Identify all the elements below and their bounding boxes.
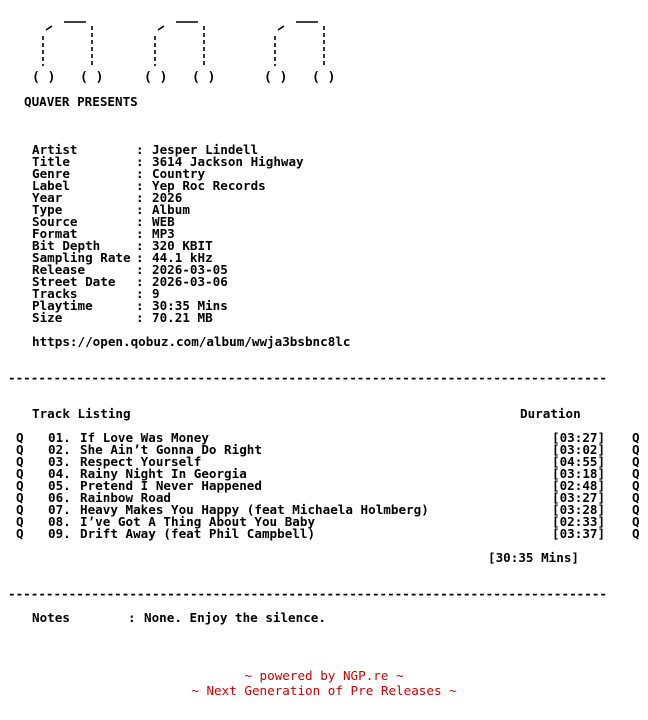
detail-value: 320 KBIT	[152, 238, 213, 253]
detail-row	[0, 312, 648, 324]
detail-value: WEB	[152, 214, 175, 229]
detail-label: Title	[32, 154, 70, 169]
detail-label: Type	[32, 202, 63, 217]
detail-row	[0, 156, 648, 168]
track-marker-right: Q	[632, 514, 640, 529]
presenter-title: QUAVER PRESENTS	[24, 94, 138, 109]
detail-row	[0, 288, 648, 300]
track-marker-right: Q	[632, 526, 640, 541]
track-title: I’ve Got A Thing About You Baby	[80, 514, 316, 529]
detail-value: 70.21 MB	[152, 310, 213, 325]
track-title: If Love Was Money	[80, 430, 209, 445]
release-details	[0, 144, 648, 324]
svg-text:( ): ( )	[192, 70, 216, 84]
track-title: Pretend I Never Happened	[80, 478, 262, 493]
detail-colon: :	[136, 298, 144, 313]
track-marker-right: Q	[632, 502, 640, 517]
detail-label: Label	[32, 178, 70, 193]
detail-colon: :	[136, 274, 144, 289]
notes-colon: :	[128, 610, 136, 625]
detail-row	[0, 204, 648, 216]
track-marker-left: Q	[16, 502, 24, 517]
track-title: Heavy Makes You Happy (feat Michaela Holmberg)	[80, 502, 429, 517]
track-marker-left: Q	[16, 514, 24, 529]
detail-label: Year	[32, 190, 63, 205]
track-marker-left: Q	[16, 466, 24, 481]
notes-row	[0, 612, 648, 624]
detail-value: 2026-03-06	[152, 274, 228, 289]
detail-value: Album	[152, 202, 190, 217]
detail-colon: :	[136, 142, 144, 157]
track-duration: [03:37]	[552, 526, 606, 541]
track-duration: [03:28]	[552, 502, 606, 517]
detail-row	[0, 168, 648, 180]
track-number: 05.	[48, 478, 71, 493]
detail-value: Yep Roc Records	[152, 178, 266, 193]
footer-tagline: ~ Next Generation of Pre Releases ~	[191, 683, 457, 698]
detail-label: Playtime	[32, 298, 93, 313]
track-marker-left: Q	[16, 478, 24, 493]
track-duration: [03:27]	[552, 430, 606, 445]
detail-label: Size	[32, 310, 63, 325]
detail-row	[0, 252, 648, 264]
detail-row	[0, 216, 648, 228]
detail-colon: :	[136, 190, 144, 205]
track-marker-left: Q	[16, 454, 24, 469]
detail-colon: :	[136, 250, 144, 265]
track-number: 06.	[48, 490, 71, 505]
detail-label: Source	[32, 214, 78, 229]
track-marker-right: Q	[632, 430, 640, 445]
separator-line: -------------------------------------------------------------------------------	[8, 372, 607, 384]
track-marker-right: Q	[632, 478, 640, 493]
detail-label: Format	[32, 226, 78, 241]
track-number: 08.	[48, 514, 71, 529]
detail-value: 44.1 kHz	[152, 250, 213, 265]
detail-value: Jesper Lindell	[152, 142, 259, 157]
detail-value: 3614 Jackson Highway	[152, 154, 304, 169]
detail-colon: :	[136, 238, 144, 253]
detail-value: 9	[152, 286, 160, 301]
detail-colon: :	[136, 214, 144, 229]
track-duration: [03:27]	[552, 490, 606, 505]
detail-label: Genre	[32, 166, 70, 181]
track-marker-right: Q	[632, 442, 640, 457]
detail-value: 30:35 Mins	[152, 298, 228, 313]
detail-colon: :	[136, 226, 144, 241]
track-number: 03.	[48, 454, 71, 469]
track-marker-right: Q	[632, 454, 640, 469]
detail-row	[0, 180, 648, 192]
separator-line-2: -------------------------------------------------------------------------------	[8, 588, 607, 600]
duration-heading: Duration	[520, 406, 581, 421]
track-title: Rainbow Road	[80, 490, 171, 505]
detail-colon: :	[136, 202, 144, 217]
track-duration: [04:55]	[552, 454, 606, 469]
track-title: She Ain’t Gonna Do Right	[80, 442, 262, 457]
footer-powered-by: ~ powered by NGP.re ~	[244, 668, 404, 683]
track-marker-left: Q	[16, 526, 24, 541]
track-duration: [03:18]	[552, 466, 606, 481]
detail-label: Artist	[32, 142, 78, 157]
svg-text:( ): ( )	[80, 70, 104, 84]
detail-value: MP3	[152, 226, 175, 241]
notes-value: None. Enjoy the silence.	[144, 610, 326, 625]
quaver-logo	[28, 14, 340, 84]
track-title: Rainy Night In Georgia	[80, 466, 247, 481]
detail-value: 2026-03-05	[152, 262, 228, 277]
track-title: Drift Away (feat Phil Campbell)	[80, 526, 316, 541]
detail-label: Tracks	[32, 286, 78, 301]
detail-row	[0, 144, 648, 156]
detail-label: Release	[32, 262, 86, 277]
detail-colon: :	[136, 166, 144, 181]
track-marker-left: Q	[16, 490, 24, 505]
track-number: 09.	[48, 526, 71, 541]
track-number: 07.	[48, 502, 71, 517]
detail-colon: :	[136, 310, 144, 325]
detail-row	[0, 192, 648, 204]
total-playtime: [30:35 Mins]	[488, 550, 579, 565]
track-duration: [02:33]	[552, 514, 606, 529]
track-number: 02.	[48, 442, 71, 457]
svg-text:( ): ( )	[264, 70, 288, 84]
track-duration: [02:48]	[552, 478, 606, 493]
album-url: https://open.qobuz.com/album/wwja3bsbnc8lc	[32, 334, 351, 349]
svg-text:( ): ( )	[312, 70, 336, 84]
detail-colon: :	[136, 262, 144, 277]
track-marker-left: Q	[16, 442, 24, 457]
detail-row	[0, 300, 648, 312]
track-title: Respect Yourself	[80, 454, 202, 469]
track-marker-right: Q	[632, 466, 640, 481]
detail-colon: :	[136, 178, 144, 193]
track-number: 01.	[48, 430, 71, 445]
svg-text:( ): ( )	[32, 70, 56, 84]
detail-label: Sampling Rate	[32, 250, 131, 265]
detail-label: Street Date	[32, 274, 116, 289]
notes-label: Notes	[32, 610, 70, 625]
detail-colon: :	[136, 286, 144, 301]
quaver-notes-icon	[28, 14, 340, 84]
tracklist-heading: Track Listing	[32, 406, 131, 421]
detail-row	[0, 276, 648, 288]
track-duration: [03:02]	[552, 442, 606, 457]
svg-text:( ): ( )	[144, 70, 168, 84]
detail-value: Country	[152, 166, 206, 181]
track-row	[0, 528, 648, 540]
track-number: 04.	[48, 466, 71, 481]
detail-label: Bit Depth	[32, 238, 101, 253]
detail-colon: :	[136, 154, 144, 169]
track-marker-left: Q	[16, 430, 24, 445]
track-list	[0, 432, 648, 542]
track-marker-right: Q	[632, 490, 640, 505]
detail-value: 2026	[152, 190, 183, 205]
